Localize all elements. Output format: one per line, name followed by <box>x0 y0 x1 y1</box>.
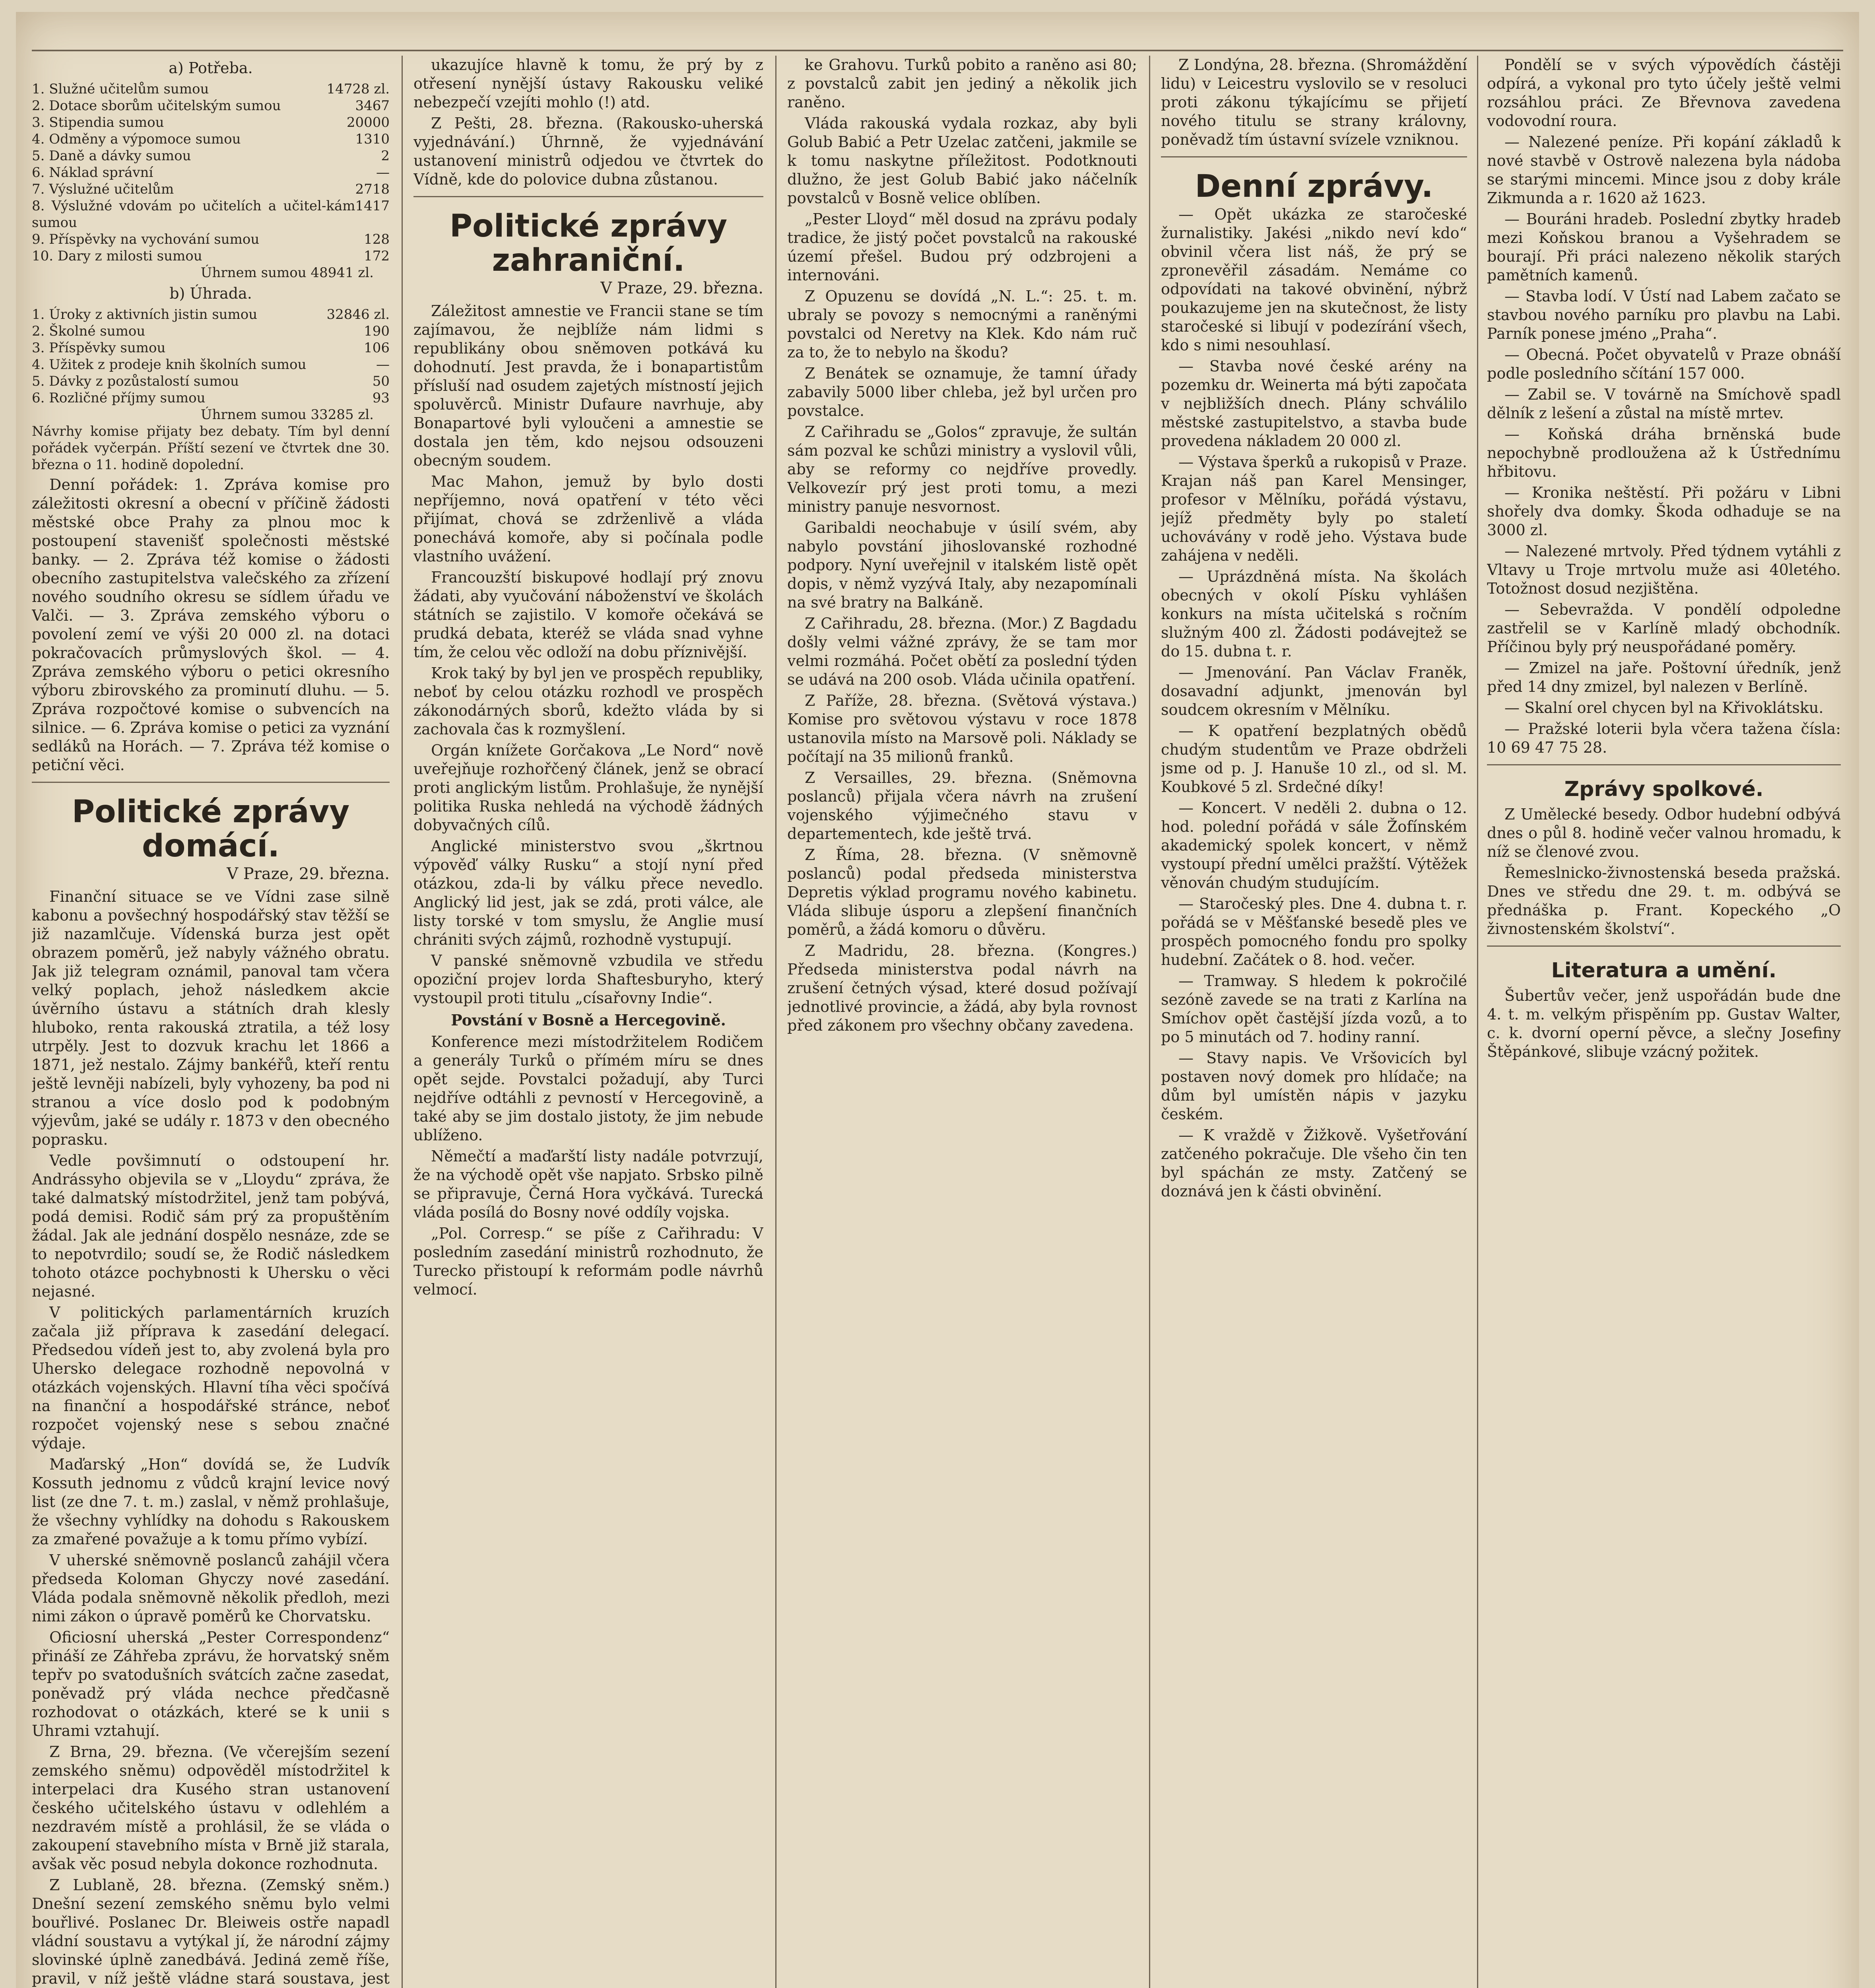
article-paragraph: Z Lublaně, 28. března. (Zemský sněm.) Dnešní sezení zemského sněmu bylo velmi bouřlivé. Poslanec Dr. Bleiweis ostře napadl vládní soustavu a vytýkal jí, že národní zájmy slovinské úplně zanedbává. Jediná země říše, pravil, v níž ještě vládne stará soustava, jest <box>32 1876 390 1987</box>
budget-row: 7. Výslužné učitelům 2718 <box>32 181 390 197</box>
article-paragraph: „Pol. Corresp.“ se píše z Cařihradu: V posledním zasedání ministrů rozhodnuto, že Turecko přistoupí k reformám podle návrhů velmocí. <box>413 1225 763 1298</box>
article-paragraph: Pondělí se v svých výpovědích částěji odpírá, a vykonal pro tyto účely ještě velmi rozsáhlou práci. Ze Břevnova zavedena vodovodní roura. <box>1487 56 1841 130</box>
column-5 <box>1487 56 1841 1988</box>
section-divider <box>1161 156 1467 157</box>
article-paragraph: Z Benátek se oznamuje, že tamní úřady zabavily 5000 liber chleba, jež byl určen pro povstalce. <box>787 365 1137 419</box>
article-paragraph: Maďarský „Hon“ dovídá se, že Ludvík Kossuth jednomu z vůdců krajní levice nový list (ze dne 7. t. m.) zaslal, v němž prohlašuje, že všechny vyhlídky na dohodu s Rakouskem za zmařené považuje a k tomu přímo vybízí. <box>32 1456 390 1548</box>
article-paragraph: — Pražské loterii byla včera tažena čísla: 10 69 47 75 28. <box>1487 720 1841 756</box>
budget-row: 6. Rozličné příjmy sumou 93 <box>32 390 390 406</box>
budget-row: 10. Dary z milosti sumou 172 <box>32 248 390 264</box>
article-paragraph: Vedle povšimnutí o odstoupení hr. Andrássyho objevila se v „Lloydu“ zpráva, že také dalmatský místodržitel, jenž tam pobývá, podá demisi. Rodič sám prý za propuštěním žádal. Jak ale jednání dospělo nesnáze, zde se to nepotvrdilo; soudí se, že Rodič následkem tohoto otázce pochybnosti k Uhersku o věci nejasné. <box>32 1152 390 1300</box>
article-paragraph: — Opět ukázka ze staročeské žurnalistiky. Jakési „nikdo neví kdo“ obvinil včera list náš, že prý se zpronevěřil zásadám. Nemáme co odpovídati na takové obvinění, nýbrž poukazujeme jen na skutečnost, že listy staročeské si libují v podezírání všech, kdo s nimi nesouhlasí. <box>1161 206 1467 354</box>
article-paragraph: — Stavba nové české arény na pozemku dr. Weinerta má býti započata v nejbližších dnech. Plány schválilo městské zastupitelstvo, a stavba bude provedena nákladem 20 000 zl. <box>1161 357 1467 450</box>
article-paragraph: — Staročeský ples. Dne 4. dubna t. r. pořádá se v Měšťanské besedě ples ve prospěch pomocného fondu pro spolky hudební. Začátek o 8. hod. večer. <box>1161 895 1467 969</box>
article-paragraph: — Nalezené mrtvoly. Před týdnem vytáhli z Vltavy u Troje mrtvolu muže asi 40letého. Totožnost dosud nezjištěna. <box>1487 542 1841 597</box>
article-paragraph: Mac Mahon, jemuž by bylo dosti nepříjemno, nová opatření v této věci přijímat, chová se zdrženlivě a vláda ponechává komoře, aby si počínala podle vlastního uvážení. <box>413 473 763 565</box>
column-rule <box>1149 56 1150 1988</box>
budget-row: 3. Příspěvky sumou 106 <box>32 340 390 356</box>
budget-row: 5. Dávky z pozůstalostí sumou 50 <box>32 373 390 389</box>
budget-a-total: Úhrnem sumou 48941 zl. <box>200 265 374 281</box>
article-paragraph: — Koncert. V neděli 2. dubna o 12. hod. polední pořádá v sále Žofínském akademický spolek koncert, v němž vystoupí přední umělci pražští. Výtěžek věnován chudým studujícím. <box>1161 799 1467 891</box>
article-paragraph: Garibaldi neochabuje v úsilí svém, aby nabylo povstání jihoslovanské rozhodné podpory. Nyní uveřejnil v italském listě opět dopis, v němž vyzývá Italy, aby nezapomínali na své bratry na Balkáně. <box>787 519 1137 611</box>
article-paragraph: — Zmizel na jaře. Poštovní úředník, jenž před 14 dny zmizel, byl nalezen v Berlíně. <box>1487 659 1841 695</box>
article-paragraph: — Stavy napis. Ve Vršovicích byl postaven nový domek pro hlídače; na dům byl umístěn nápis v jazyku českém. <box>1161 1049 1467 1123</box>
article-paragraph: Z Versailles, 29. března. (Sněmovna poslanců) přijala včera návrh na zrušení vojenského výjimečného stavu v departementech, kde ještě trvá. <box>787 769 1137 843</box>
article-paragraph: — Obecná. Počet obyvatelů v Praze obnáší podle posledního sčítání 157 000. <box>1487 346 1841 382</box>
article-paragraph: V uherské sněmovně poslanců zahájil včera předseda Koloman Ghyczy nové zasedání. Vláda podala sněmovně několik předloh, mezi nimi zákon o úpravě poměrů ke Chorvatsku. <box>32 1551 390 1625</box>
budget-row: 9. Příspěvky na vychování sumou 128 <box>32 231 390 247</box>
article-paragraph: Němečtí a maďarští listy nadále potvrzují, že na východě opět vše napjato. Srbsko pilně se připravuje, Černá Hora vyčkává. Turecká vláda posílá do Bosny nové oddíly vojska. <box>413 1147 763 1221</box>
article-paragraph: — K vraždě v Žižkově. Vyšetřování zatčeného pokračuje. Dle všeho čin ten byl spáchán ze msty. Zatčený se doznává jen k části obvinění. <box>1161 1126 1467 1200</box>
section-heading-associations: Zprávy spolkové. <box>1564 777 1764 801</box>
section-heading-literature: Literatura a umění. <box>1551 959 1777 982</box>
article-paragraph: Finanční situace se ve Vídni zase silně kabonu a povšechný hospodářský stav těžší se již nazamlčuje. Vídenská burza jest opět obrazem poměrů, jež nabyly vážného obratu. Jak již telegram oznámil, panoval tam včera velký poplach, jehož následkem akcie úvěrního ústavu a státních drah klesly hluboko, renta rakouská ztratila, a též losy utrpěly. Jest to dozvuk krachu let 1866 a 1871, jež nestalo. Zájmy bankéřů, kteří rentu ještě levněji nabízeli, byly vyhozeny, ba pod ni stranou a více doslo pod k podobným výjevům, jaké se udály r. 1873 v den obecného poprasku. <box>32 888 390 1148</box>
column-1 <box>32 56 390 1988</box>
article-paragraph: — Výstava šperků a rukopisů v Praze. Krajan náš pan Karel Mensinger, profesor v Mělníku, pořádá výstavu, jejíž předměty byly po staletí uchovávány v rodě jeho. Výstava bude zahájena v neděli. <box>1161 453 1467 564</box>
section-heading-domestic: Politické zprávy domácí. <box>72 794 350 864</box>
budget-row: 3. Stipendia sumou 20000 <box>32 115 390 130</box>
article-paragraph: Francouzští biskupové hodlají prý znovu žádati, aby vyučování náboženství ve školách státních se zajistilo. V komoře očekává se prudká debata, kteréž se vláda snad vyhne tím, že celou věc odloží na dobu příznivější. <box>413 569 763 661</box>
article-paragraph: ukazujíce hlavně k tomu, že prý by z otřesení nynější ústavy Rakousku veliké nebezpečí vzejíti mohlo (!) atd. <box>413 56 763 111</box>
article-paragraph: Konference mezi místodržitelem Rodičem a generály Turků o přímém míru se dnes opět sejde. Povstalci požadují, aby Turci nejdříve odtáhli z pevností v Hercegovině, a také aby se jim dostalo jistoty, že jim nebude ublíženo. <box>413 1033 763 1144</box>
budget-b-list <box>32 306 390 406</box>
newspaper-page <box>16 12 1859 1988</box>
column-3 <box>787 56 1137 1988</box>
budget-note: Návrhy komise přijaty bez debaty. Tím byl denní pořádek vyčerpán. Příští sezení ve čtvrtek dne 30. března o 11. hodině dopolední. <box>32 423 390 473</box>
article-paragraph: Záležitost amnestie ve Francii stane se tím zajímavou, že nejblíže nám lidmi s republikány obou sněmoven potkává ku dohodnutí. Jest pravda, že i bonapartistům přísluší nad osudem zajetých místností jejich spoluvěrců. Ministr Dufaure navrhuje, aby Bonapartové byli vyloučeni a amnestie se dostala jen těm, kdo nejsou odsouzeni obecným soudem. <box>413 302 763 469</box>
budget-row: 5. Daně a dávky sumou 2 <box>32 148 390 164</box>
article-paragraph: Z Říma, 28. března. (V sněmovně poslanců) podal předseda ministerstva Depretis výklad programu nového kabinetu. Vláda slibuje úsporu a zlepšení finančních poměrů, a žádá komoru o důvěru. <box>787 846 1137 938</box>
budget-a-list <box>32 81 390 264</box>
section-divider <box>413 196 763 197</box>
article-paragraph: Orgán knížete Gorčakova „Le Nord“ nově uveřejňuje rozhořčený článek, jenž se obrací proti anglickým listům. Prohlašuje, že nynější politika Ruska nehledá na východě žádných dobyvačných cílů. <box>413 742 763 834</box>
article-paragraph: Z Opuzenu se dovídá „N. L.“: 25. t. m. ubraly se povozy s nemocnými a raněnými povstalci od Neretvy na Klek. Kdo nám ruč za to, že to nebylo na škodu? <box>787 287 1137 361</box>
column-2 <box>413 56 763 1988</box>
article-paragraph: Šubertův večer, jenž uspořádán bude dne 4. t. m. velkým přispěním pp. Gustav Walter, c. k. dvorní operní pěvce, a slečny Josefiny Štěpánkové, slibuje vzácný požitek. <box>1487 987 1841 1060</box>
article-paragraph: — Nalezené peníze. Při kopání základů k nové stavbě v Ostrově nalezena byla nádoba se starými mincemi. Mince jsou z doby krále Zikmunda a r. 1620 až 1623. <box>1487 133 1841 207</box>
article-paragraph: — Skalní orel chycen byl na Křivoklátsku. <box>1504 699 1824 716</box>
article-paragraph: — K opatření bezplatných obědů chudým studentům ve Praze obdrželi jsme od p. J. Hanuše 10 zl., od sl. M. Koubkové 5 zl. Srdečné díky! <box>1161 722 1467 796</box>
column-4 <box>1161 56 1467 1988</box>
article-paragraph: — Koňská dráha brněnská bude nepochybně prodloužena až k Ústřednímu hřbitovu. <box>1487 425 1841 480</box>
article-paragraph: V politických parlamentárních kruzích začala již příprava k zasedání delegací. Předsedou vídeň jest to, aby zvolená byla pro Uhersko delegace rozhodně nepovolná v otázkách vojenských. Hlavní tíha věci spočívá na finanční a hospodářské stránce, neboť rozpočet vojenský nese s sebou značné výdaje. <box>32 1304 390 1452</box>
article-paragraph: Z Cařihradu se „Golos“ zpravuje, že sultán sám pozval ke schůzi ministry a vyslovil vůli, aby se reformy co nejdříve provedly. Velkovezír prý jest proti tomu, a mezi ministry panuje nesvornost. <box>787 423 1137 515</box>
budget-row: 1. Úroky z aktivních jistin sumou 32846 zl. <box>32 307 390 322</box>
article-paragraph: Vláda rakouská vydala rozkaz, aby byli Golub Babić a Petr Uzelac zatčeni, jakmile se k tomu naskytne příležitost. Podotknouti dlužno, že jest Golub Babić jako náčelník povstalců v Bosně velice oblíben. <box>787 115 1137 207</box>
article-paragraph: — Jmenování. Pan Václav Franěk, dosavadní adjunkt, jmenován byl soudcem okresním v Mělníku. <box>1161 664 1467 718</box>
article-paragraph: Z Brna, 29. března. (Ve včerejším sezení zemského sněmu) odpověděl místodržitel k interpelaci dra Kusého stran ustanovení českého učitelského ústavu v odlehlém a nezdravém místě a prohlásil, že se vláda o zakoupení stavebního místa v Brně již starala, avšak věc posud nebyla dokonce rozhodnuta. <box>32 1743 390 1873</box>
section-heading-daily: Denní zprávy. <box>1195 169 1433 204</box>
budget-b-total: Úhrnem sumou 33285 zl. <box>200 407 374 423</box>
section-divider <box>32 782 390 783</box>
budget-row: 4. Užitek z prodeje knih školních sumou — <box>32 357 390 373</box>
article-paragraph: — Bouráni hradeb. Poslední zbytky hradeb mezi Koňskou branou a Vyšehradem se bourají. Při práci nalezeno několik starých pamětních kamenů. <box>1487 210 1841 284</box>
article-paragraph: Z Paříže, 28. března. (Světová výstava.) Komise pro světovou výstavu v roce 1878 ustanovila místo na Marsově poli. Náklady se počítají na 35 milionů franků. <box>787 692 1137 765</box>
section-divider <box>1487 945 1841 947</box>
subheading-bosnia: Povstání v Bosně a Hercegovině. <box>451 1011 726 1029</box>
column-rule <box>775 56 776 1988</box>
section-heading-foreign: Politické zprávy zahraniční. <box>449 208 728 278</box>
article-paragraph: — Uprázdněná místa. Na školách obecných v okolí Písku vyhlášen konkurs na místa učitelská s ročním služným 400 zl. Žádosti podávejtež se do 15. dubna t. r. <box>1161 568 1467 660</box>
budget-row: 6. Náklad správní — <box>32 165 390 181</box>
dateline: V Praze, 29. března. <box>600 279 763 297</box>
budget-a-title: a) Potřeba. <box>169 59 253 77</box>
dateline: V Praze, 29. března. <box>227 865 390 883</box>
article-paragraph: — Stavba lodí. V Ústí nad Labem začato se stavbou nového parníku pro plavbu na Labi. Parník ponese jméno „Praha“. <box>1487 287 1841 342</box>
article-paragraph: ke Grahovu. Turků pobito a raněno asi 80; z povstalců zabit jen jediný a několik jich raněno. <box>787 56 1137 111</box>
article-paragraph: Z Umělecké besedy. Odbor hudební odbývá dnes o půl 8. hodině večer valnou hromadu, k níž se členové zvou. <box>1487 806 1841 860</box>
budget-row: 4. Odměny a výpomoce sumou 1310 <box>32 131 390 147</box>
article-paragraph: — Kronika neštěstí. Při požáru v Libni shořely dva domky. Škoda odhaduje se na 3000 zl. <box>1487 484 1841 539</box>
budget-row: 2. Dotace sborům učitelským sumou 3467 <box>32 98 390 114</box>
article-paragraph: — Tramway. S hledem k pokročilé sezóně zavede se na trati z Karlína na Smíchov opět častější jízda vozů, a to po 5 minutách od 7. hodiny ranní. <box>1161 972 1467 1046</box>
article-paragraph: Z Madridu, 28. března. (Kongres.) Předseda ministerstva podal návrh na zrušení četných výsad, které dosud požívají jednotlivé provincie, a žádá, aby byla rovnost před zákonem pro všechny občany zavedena. <box>787 942 1137 1034</box>
article-paragraph: Z Londýna, 28. března. (Shromáždění lidu) v Leicestru vyslovilo se v resoluci proti zákonu týkajícímu se přijetí nového titulu se strany královny, poněvadž tím ústavní svízele vzniknou. <box>1161 56 1467 148</box>
article-paragraph: Krok taký by byl jen ve prospěch republiky, neboť by celou otázku rozhodl ve prospěch zákonodárných sborů, kdežto vláda by si zachovala čas k rozmyšlení. <box>413 664 763 738</box>
budget-row: 1. Služné učitelům sumou 14728 zl. <box>32 81 390 97</box>
article-paragraph: Anglické ministerstvo svou „škrtnou výpověď války Rusku“ a stojí nyní před otázkou, zda-li by válku přece nevedlo. Anglický lid jest, jak se zdá, proti válce, ale listy torské v tom smyslu, že Anglie musí chrániti svých zájmů, rozhodně vystupují. <box>413 837 763 948</box>
budget-row: 2. Školné sumou 190 <box>32 323 390 339</box>
article-paragraph: „Pester Lloyd“ měl dosud na zprávu podaly tradice, že jistý počet povstalců na rakouské území přešel. Budou prý odzbrojeni a internováni. <box>787 210 1137 284</box>
top-rule <box>32 50 1843 51</box>
article-paragraph: Řemeslnicko-živnostenská beseda pražská. Dnes ve středu dne 29. t. m. odbývá se přednáška p. Frant. Kopeckého „O živnostenském školství“. <box>1487 864 1841 938</box>
section-divider <box>1487 764 1841 765</box>
column-rule <box>402 56 403 1988</box>
article-paragraph: Oficiosní uherská „Pester Correspondenz“ přináší ze Záhřeba zprávu, že horvatský sněm tepřv po svatodušních svátcích začne zasedat, poněvadž prý vláda nechce předčasně rozhodovat o otázkách, které se k unii s Uhrami vztahují. <box>32 1629 390 1740</box>
article-paragraph: Denní pořádek: 1. Zpráva komise pro záležitosti okresní a obecní v příčině žádosti městské obce Prahy za plnou moc k postoupení stavenišť společnosti městské banky. — 2. Zpráva též komise o žádosti obecního zastupitelstva valečského za zřízení nového soudního okresu se sídlem úřadu ve Valči. — 3. Zpráva zemského výboru o povolení zemí ve výši 20 000 zl. na dotaci pokračovacích průmyslových škol. — 4. Zpráva zemského výboru o petici okresního výboru zbirovského za prominutí dluhu. — 5. Zpráva rozpočtové komise o subvencích na silnice. — 6. Zpráva komise o petici za vyznání sedláků na Horách. — 7. Zpráva též komise o petiční věci. <box>32 476 390 774</box>
article-paragraph: V panské sněmovně vzbudila ve středu opoziční projev lorda Shaftesburyho, který vystoupil proti titulu „císařovny Indie“. <box>413 952 763 1007</box>
budget-row: 8. Výslužné vdovám po učitelích a učitel-kám sumou 1417 <box>32 198 390 231</box>
article-paragraph: — Zabil se. V továrně na Smíchově spadl dělník z lešení a zůstal na místě mrtev. <box>1487 386 1841 422</box>
budget-b-title: b) Úhrada. <box>169 285 252 302</box>
article-paragraph: — Sebevražda. V pondělí odpoledne zastřelil se v Karlíně mladý obchodník. Příčinou byly prý neuspořádané poměry. <box>1487 601 1841 656</box>
column-rule <box>1477 56 1478 1988</box>
article-paragraph: Z Cařihradu, 28. března. (Mor.) Z Bagdadu došly velmi vážné zprávy, že se tam mor velmi rozmáhá. Počet obětí za poslední týden se udává na 200 osob. Vláda učinila opatření. <box>787 615 1137 688</box>
article-paragraph: Z Pešti, 28. března. (Rakousko-uherská vyjednávání.) Úhrnně, že vyjednávání ustanovení ministrů odjedou ve čtvrtek do Vídně, kde do polovice dubna zůstanou. <box>413 115 763 188</box>
